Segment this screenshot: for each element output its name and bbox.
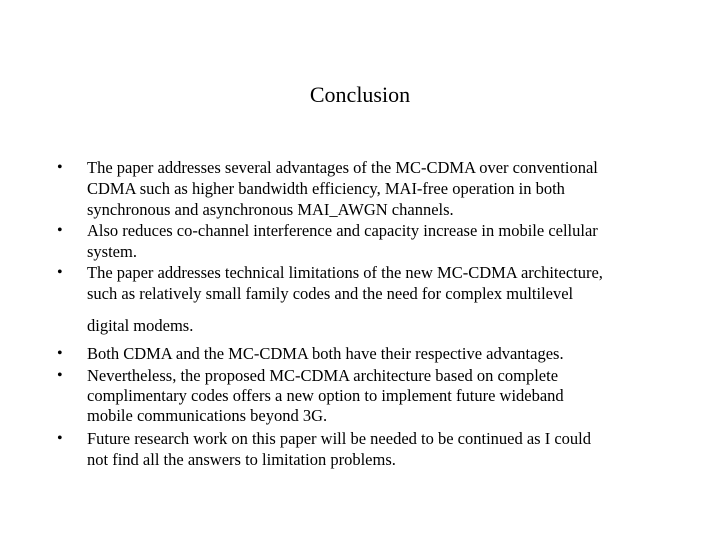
bullet-text-line: CDMA such as higher bandwidth efficiency, MAI-free operation in both — [87, 179, 565, 198]
bullet-icon: • — [57, 345, 63, 362]
bullet-icon: • — [57, 222, 63, 239]
bullet-text-line: Both CDMA and the MC-CDMA both have their respective advantages. — [87, 344, 564, 363]
bullet-text-line: Also reduces co-channel interference and capacity increase in mobile cellular — [87, 221, 598, 240]
bullet-text-line: mobile communications beyond 3G. — [87, 406, 328, 425]
bullet-text-line: synchronous and asynchronous MAI_AWGN channels. — [87, 200, 454, 219]
bullet-text-line: not find all the answers to limitation problems. — [87, 450, 396, 469]
bullet-icon: • — [57, 430, 63, 447]
bullet-text-line: digital modems. — [87, 316, 194, 335]
slide-title: Conclusion — [309, 82, 411, 107]
bullet-text-line: complimentary codes offers a new option to implement future wideband — [87, 386, 564, 405]
bullet-icon: • — [57, 159, 63, 176]
bullet-text-line: system. — [87, 242, 137, 261]
bullet-text-line: The paper addresses technical limitations of the new MC-CDMA architecture, — [87, 263, 603, 282]
bullet-text-line: Nevertheless, the proposed MC-CDMA architecture based on complete — [87, 366, 559, 385]
bullet-text-line: Future research work on this paper will be needed to be continued as I could — [87, 429, 592, 448]
bullet-icon: • — [57, 264, 63, 281]
bullet-text-line: such as relatively small family codes and the need for complex multilevel — [87, 284, 574, 303]
bullet-icon: • — [57, 367, 63, 384]
bullet-text-line: The paper addresses several advantages of the MC-CDMA over conventional — [87, 158, 598, 177]
